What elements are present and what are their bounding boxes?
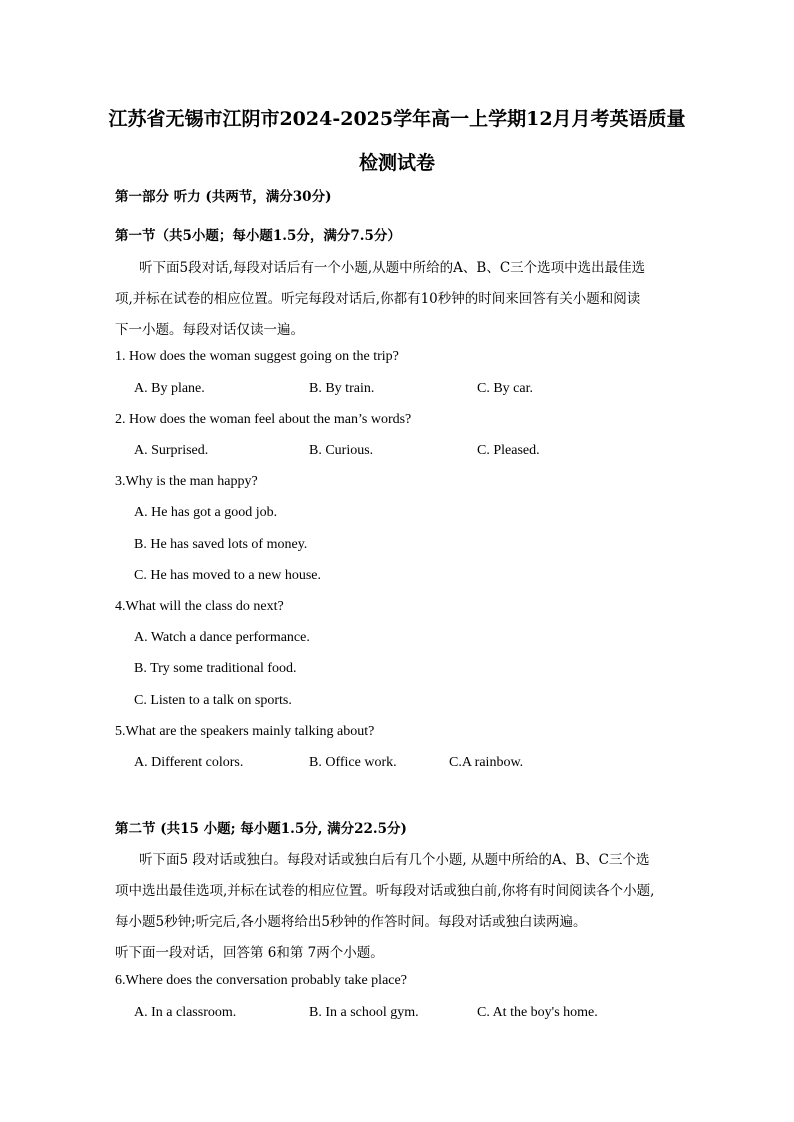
option-b: B. By train. (309, 381, 375, 396)
option-a: A. Surprised. (134, 443, 209, 458)
option-b: B. Try some traditional food. (134, 661, 297, 676)
option-c: C. He has moved to a new house. (134, 568, 322, 583)
section2-instruction-line: 每小题5秒钟;听完后,各小题将给出5秒钟的作答时间。每段对话或独白读两遍。 (115, 914, 587, 930)
option-c: C. Pleased. (477, 443, 540, 458)
exam-title-line-2: 检测试卷 (358, 152, 435, 174)
option-b: B. He has saved lots of money. (134, 537, 308, 552)
exam-title-line-1: 江苏省无锡市江阴市2024-2025学年高一上学期12月月考英语质量 (108, 108, 686, 130)
option-a: A. Watch a dance performance. (134, 630, 310, 645)
option-a: A. He has got a good job. (134, 505, 278, 520)
section2-instruction-line: 项中选出最佳选项,并标在试卷的相应位置。听每段对话或独白前,你将有时间阅读各个小题, (115, 883, 655, 899)
question-stem: 1. How does the woman suggest going on the trip? (115, 349, 399, 364)
section1-instruction-line: 下一小题。每段对话仅读一遍。 (115, 322, 304, 338)
option-a: A. In a classroom. (134, 1005, 237, 1020)
option-b: B. Curious. (309, 443, 374, 458)
part1-heading: 第一部分 听力 (共两节，满分30分) (115, 189, 332, 205)
section1-instruction-line: 听下面5段对话,每段对话后有一个小题,从题中所给的A、B、C三个选项中选出最佳选 (139, 260, 646, 276)
question-stem: 2. How does the woman feel about the man’s words? (115, 412, 412, 427)
question-stem: 3.Why is the man happy? (115, 474, 258, 489)
option-b: B. In a school gym. (309, 1005, 419, 1020)
option-a: A. Different colors. (134, 755, 244, 770)
option-b: B. Office work. (309, 755, 397, 770)
option-c: C. By car. (477, 381, 533, 396)
section1-heading: 第一节（共5小题；每小题1.5分，满分7.5分） (115, 228, 401, 244)
option-a: A. By plane. (134, 381, 205, 396)
option-c: C. Listen to a talk on sports. (134, 693, 292, 708)
question-stem: 4.What will the class do next? (115, 599, 284, 614)
question-stem: 5.What are the speakers mainly talking about? (115, 724, 375, 739)
question-stem: 6.Where does the conversation probably take place? (115, 973, 407, 988)
section1-instruction-line: 项,并标在试卷的相应位置。听完每段对话后,你都有10秒钟的时间来回答有关小题和阅读 (115, 291, 641, 307)
section2-sub-instruction: 听下面一段对话，回答第 6和第 7两个小题。 (115, 945, 384, 961)
section2-heading: 第二节 (共15 小题; 每小题1.5分, 满分22.5分) (115, 821, 407, 837)
section2-instruction-line: 听下面5 段对话或独白。每段对话或独白后有几个小题, 从题中所给的A、B、C三个选 (139, 852, 650, 868)
option-c: C.A rainbow. (449, 755, 524, 770)
option-c: C. At the boy's home. (477, 1005, 598, 1020)
